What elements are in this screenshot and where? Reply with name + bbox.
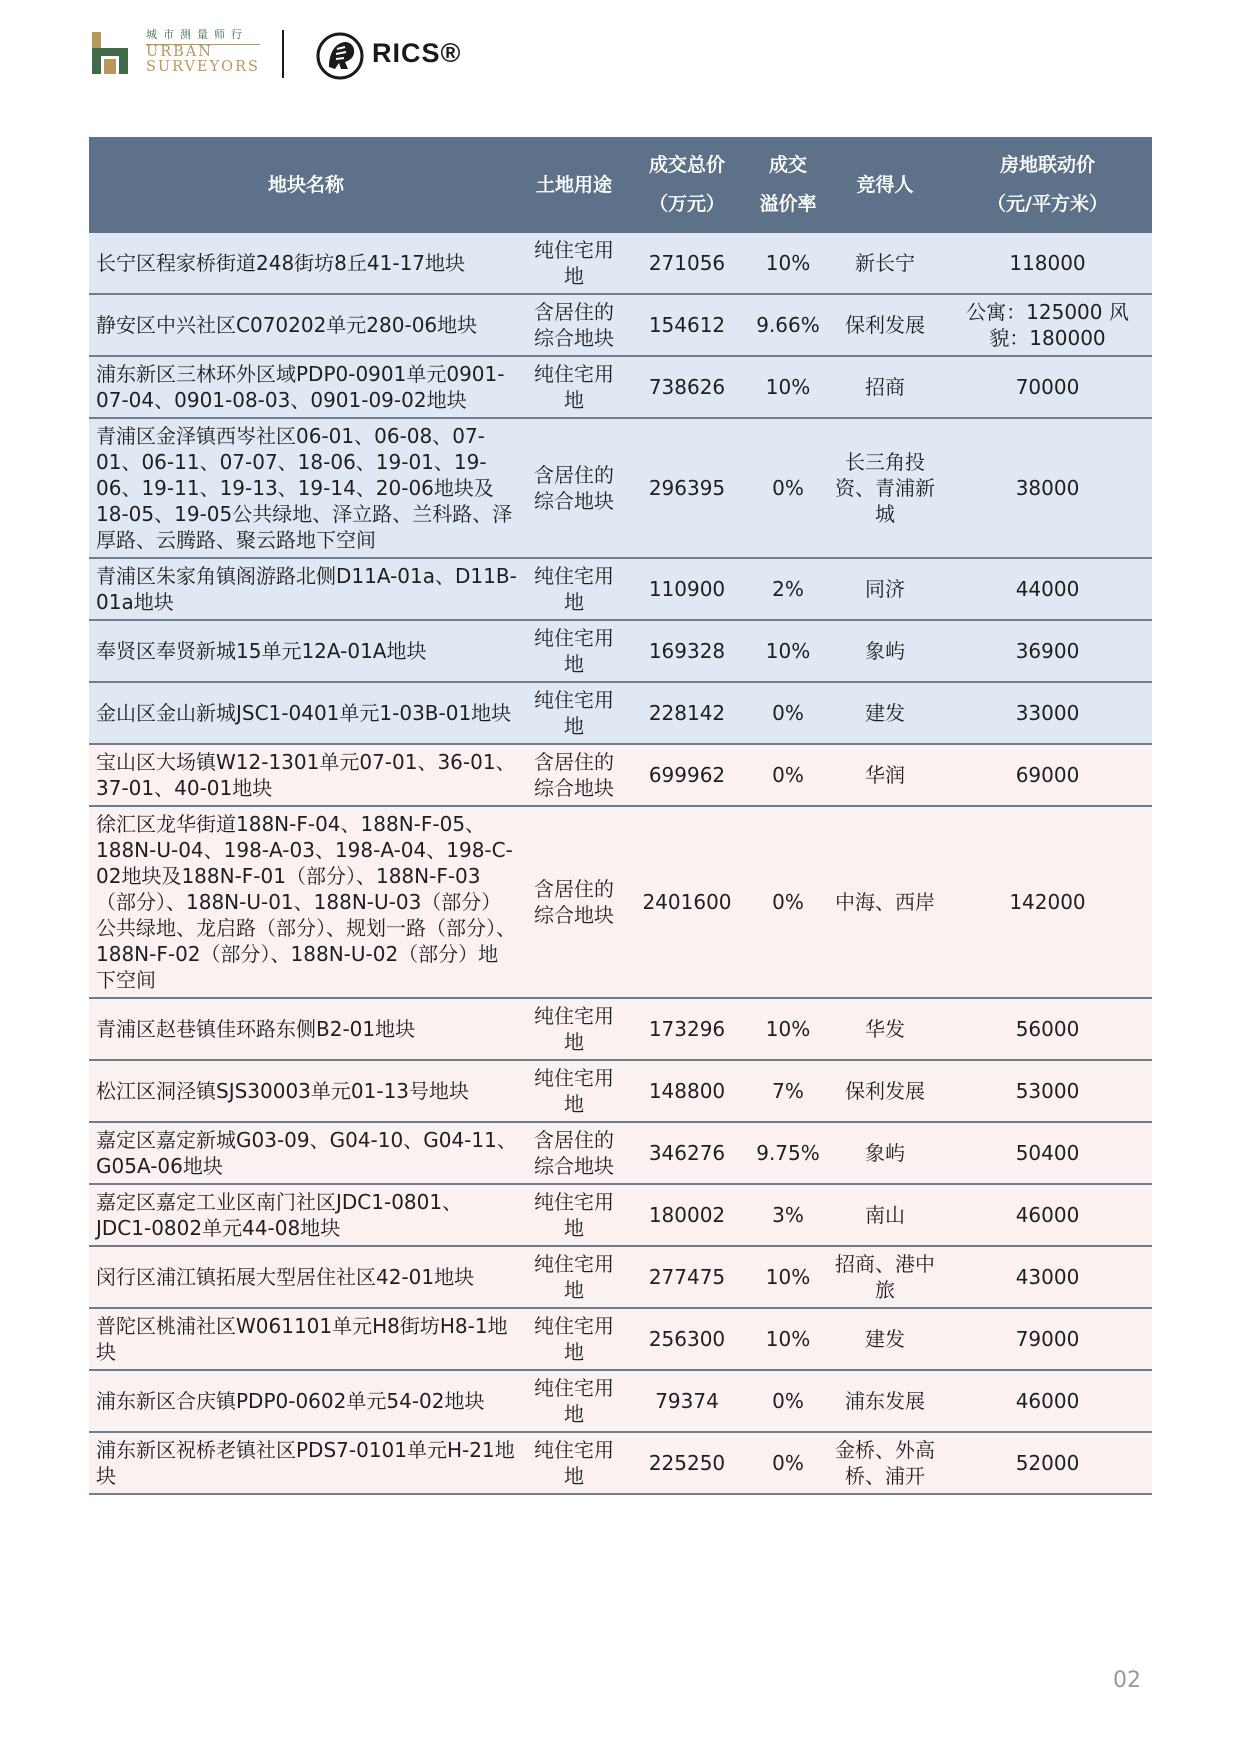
table-row [89,1308,1152,1370]
logo-english-name-2: SURVEYORS [146,59,260,75]
cell-total: 169328 [625,620,749,682]
table-row [89,1370,1152,1432]
col-header-total: 成交总价 （万元） [625,137,749,233]
table-row [89,418,1152,558]
cell-name: 浦东新区合庆镇PDP0-0602单元54-02地块 [89,1370,523,1432]
cell-premium: 9.66% [749,294,827,356]
table-row [89,998,1152,1060]
cell-total: 148800 [625,1060,749,1122]
cell-price: 38000 [943,418,1152,558]
cell-price: 118000 [943,233,1152,294]
table-row [89,806,1152,998]
table-row [89,1432,1152,1494]
table-row [89,682,1152,744]
cell-price: 53000 [943,1060,1152,1122]
cell-price: 44000 [943,558,1152,620]
cell-premium: 0% [749,1370,827,1432]
cell-name: 长宁区程家桥街道248街坊8丘41-17地块 [89,233,523,294]
cell-use: 纯住宅用地 [523,1432,625,1494]
cell-name: 闵行区浦江镇拓展大型居住社区42-01地块 [89,1246,523,1308]
col-header-use: 土地用途 [523,137,625,233]
cell-price: 36900 [943,620,1152,682]
cell-total: 256300 [625,1308,749,1370]
table-row [89,558,1152,620]
cell-total: 738626 [625,356,749,418]
cell-total: 228142 [625,682,749,744]
table-row [89,1060,1152,1122]
logo-divider [282,30,284,78]
cell-price: 142000 [943,806,1152,998]
rics-lion-logo-icon [315,31,365,81]
cell-winner: 浦东发展 [827,1370,943,1432]
cell-winner: 建发 [827,682,943,744]
cell-name: 奉贤区奉贤新城15单元12A-01A地块 [89,620,523,682]
table-row [89,294,1152,356]
cell-use: 纯住宅用地 [523,233,625,294]
cell-name: 青浦区金泽镇西岑社区06-01、06-08、07-01、06-11、07-07、18-06、19-01、19-06、19-11、19-13、19-14、20-06地块及18-05、19-05公共绿地、泽立路、兰科路、泽厚路、云腾路、聚云路地下空间 [89,418,523,558]
cell-premium: 2% [749,558,827,620]
col-header-premium: 成交 溢价率 [749,137,827,233]
cell-winner: 招商 [827,356,943,418]
cell-winner: 招商、港中旅 [827,1246,943,1308]
cell-name: 徐汇区龙华街道188N-F-04、188N-F-05、188N-U-04、198-A-03、198-A-04、198-C-02地块及188N-F-01（部分）、188N-F-03（部分）、188N-U-01、188N-U-03（部分）公共绿地、龙启路（部分）、规划一路（部分）、188N-F-02（部分）、188N-U-02（部分）地下空间 [89,806,523,998]
cell-winner: 建发 [827,1308,943,1370]
cell-premium: 0% [749,806,827,998]
cell-price: 70000 [943,356,1152,418]
cell-winner: 长三角投资、青浦新城 [827,418,943,558]
cell-use: 纯住宅用地 [523,998,625,1060]
cell-winner: 象屿 [827,1122,943,1184]
rics-wordmark: RICS® [372,38,462,68]
logo-chinese-name: 城市测量师行 [146,28,248,41]
cell-use: 纯住宅用地 [523,682,625,744]
cell-premium: 10% [749,620,827,682]
cell-use: 纯住宅用地 [523,558,625,620]
cell-name: 浦东新区祝桥老镇社区PDS7-0101单元H-21地块 [89,1432,523,1494]
cell-name: 普陀区桃浦社区W061101单元H8街坊H8-1地块 [89,1308,523,1370]
cell-premium: 10% [749,1246,827,1308]
urban-surveyors-wordmark [142,28,342,75]
land-transaction-table [89,137,1152,1495]
table-row [89,356,1152,418]
cell-total: 180002 [625,1184,749,1246]
table-header-row [89,137,1152,233]
cell-name: 金山区金山新城JSC1-0401单元1-03B-01地块 [89,682,523,744]
table-row [89,1122,1152,1184]
cell-name: 松江区洞泾镇SJS30003单元01-13号地块 [89,1060,523,1122]
cell-total: 699962 [625,744,749,806]
cell-total: 271056 [625,233,749,294]
cell-total: 2401600 [625,806,749,998]
cell-use: 纯住宅用地 [523,1370,625,1432]
cell-total: 277475 [625,1246,749,1308]
cell-premium: 10% [749,998,827,1060]
cell-premium: 0% [749,1432,827,1494]
cell-premium: 0% [749,744,827,806]
cell-price: 52000 [943,1432,1152,1494]
cell-total: 154612 [625,294,749,356]
cell-use: 纯住宅用地 [523,1308,625,1370]
cell-name: 静安区中兴社区C070202单元280-06地块 [89,294,523,356]
cell-use: 纯住宅用地 [523,356,625,418]
cell-use: 纯住宅用地 [523,1184,625,1246]
cell-total: 79374 [625,1370,749,1432]
cell-winner: 金桥、外高桥、浦开 [827,1432,943,1494]
cell-total: 346276 [625,1122,749,1184]
cell-winner: 同济 [827,558,943,620]
cell-winner: 保利发展 [827,294,943,356]
cell-price: 公寓：125000 风貌：180000 [943,294,1152,356]
cell-premium: 10% [749,233,827,294]
cell-premium: 9.75% [749,1122,827,1184]
cell-name: 嘉定区嘉定新城G03-09、G04-10、G04-11、G05A-06地块 [89,1122,523,1184]
table-row [89,1184,1152,1246]
cell-price: 50400 [943,1122,1152,1184]
table-row [89,1246,1152,1308]
table-row [89,744,1152,806]
col-header-price: 房地联动价 （元/平方米） [943,137,1152,233]
cell-premium: 7% [749,1060,827,1122]
cell-premium: 0% [749,418,827,558]
col-header-name: 地块名称 [89,137,523,233]
col-header-winner: 竞得人 [827,137,943,233]
cell-premium: 0% [749,682,827,744]
cell-use: 含居住的综合地块 [523,418,625,558]
cell-winner: 新长宁 [827,233,943,294]
cell-price: 33000 [943,682,1152,744]
table-row [89,620,1152,682]
cell-use: 含居住的综合地块 [523,806,625,998]
logo-english-name-1: URBAN [146,44,213,60]
cell-use: 含居住的综合地块 [523,744,625,806]
cell-price: 79000 [943,1308,1152,1370]
cell-winner: 中海、西岸 [827,806,943,998]
cell-winner: 华润 [827,744,943,806]
cell-price: 46000 [943,1370,1152,1432]
table-row [89,233,1152,294]
page-header [90,28,590,88]
cell-name: 宝山区大场镇W12-1301单元07-01、36-01、37-01、40-01地块 [89,744,523,806]
cell-price: 43000 [943,1246,1152,1308]
cell-winner: 保利发展 [827,1060,943,1122]
page-number: 02 [1113,1668,1141,1693]
cell-name: 青浦区朱家角镇阁游路北侧D11A-01a、D11B-01a地块 [89,558,523,620]
cell-use: 含居住的综合地块 [523,294,625,356]
urban-surveyors-logo-icon [90,30,142,76]
cell-winner: 华发 [827,998,943,1060]
cell-name: 嘉定区嘉定工业区南门社区JDC1-0801、JDC1-0802单元44-08地块 [89,1184,523,1246]
cell-name: 浦东新区三林环外区域PDP0-0901单元0901-07-04、0901-08-03、0901-09-02地块 [89,356,523,418]
cell-use: 纯住宅用地 [523,1060,625,1122]
cell-use: 纯住宅用地 [523,1246,625,1308]
cell-total: 296395 [625,418,749,558]
cell-price: 56000 [943,998,1152,1060]
cell-total: 225250 [625,1432,749,1494]
cell-use: 含居住的综合地块 [523,1122,625,1184]
cell-winner: 象屿 [827,620,943,682]
cell-premium: 3% [749,1184,827,1246]
cell-price: 46000 [943,1184,1152,1246]
cell-total: 173296 [625,998,749,1060]
cell-name: 青浦区赵巷镇佳环路东侧B2-01地块 [89,998,523,1060]
cell-winner: 南山 [827,1184,943,1246]
cell-use: 纯住宅用地 [523,620,625,682]
cell-total: 110900 [625,558,749,620]
cell-premium: 10% [749,1308,827,1370]
cell-price: 69000 [943,744,1152,806]
cell-premium: 10% [749,356,827,418]
